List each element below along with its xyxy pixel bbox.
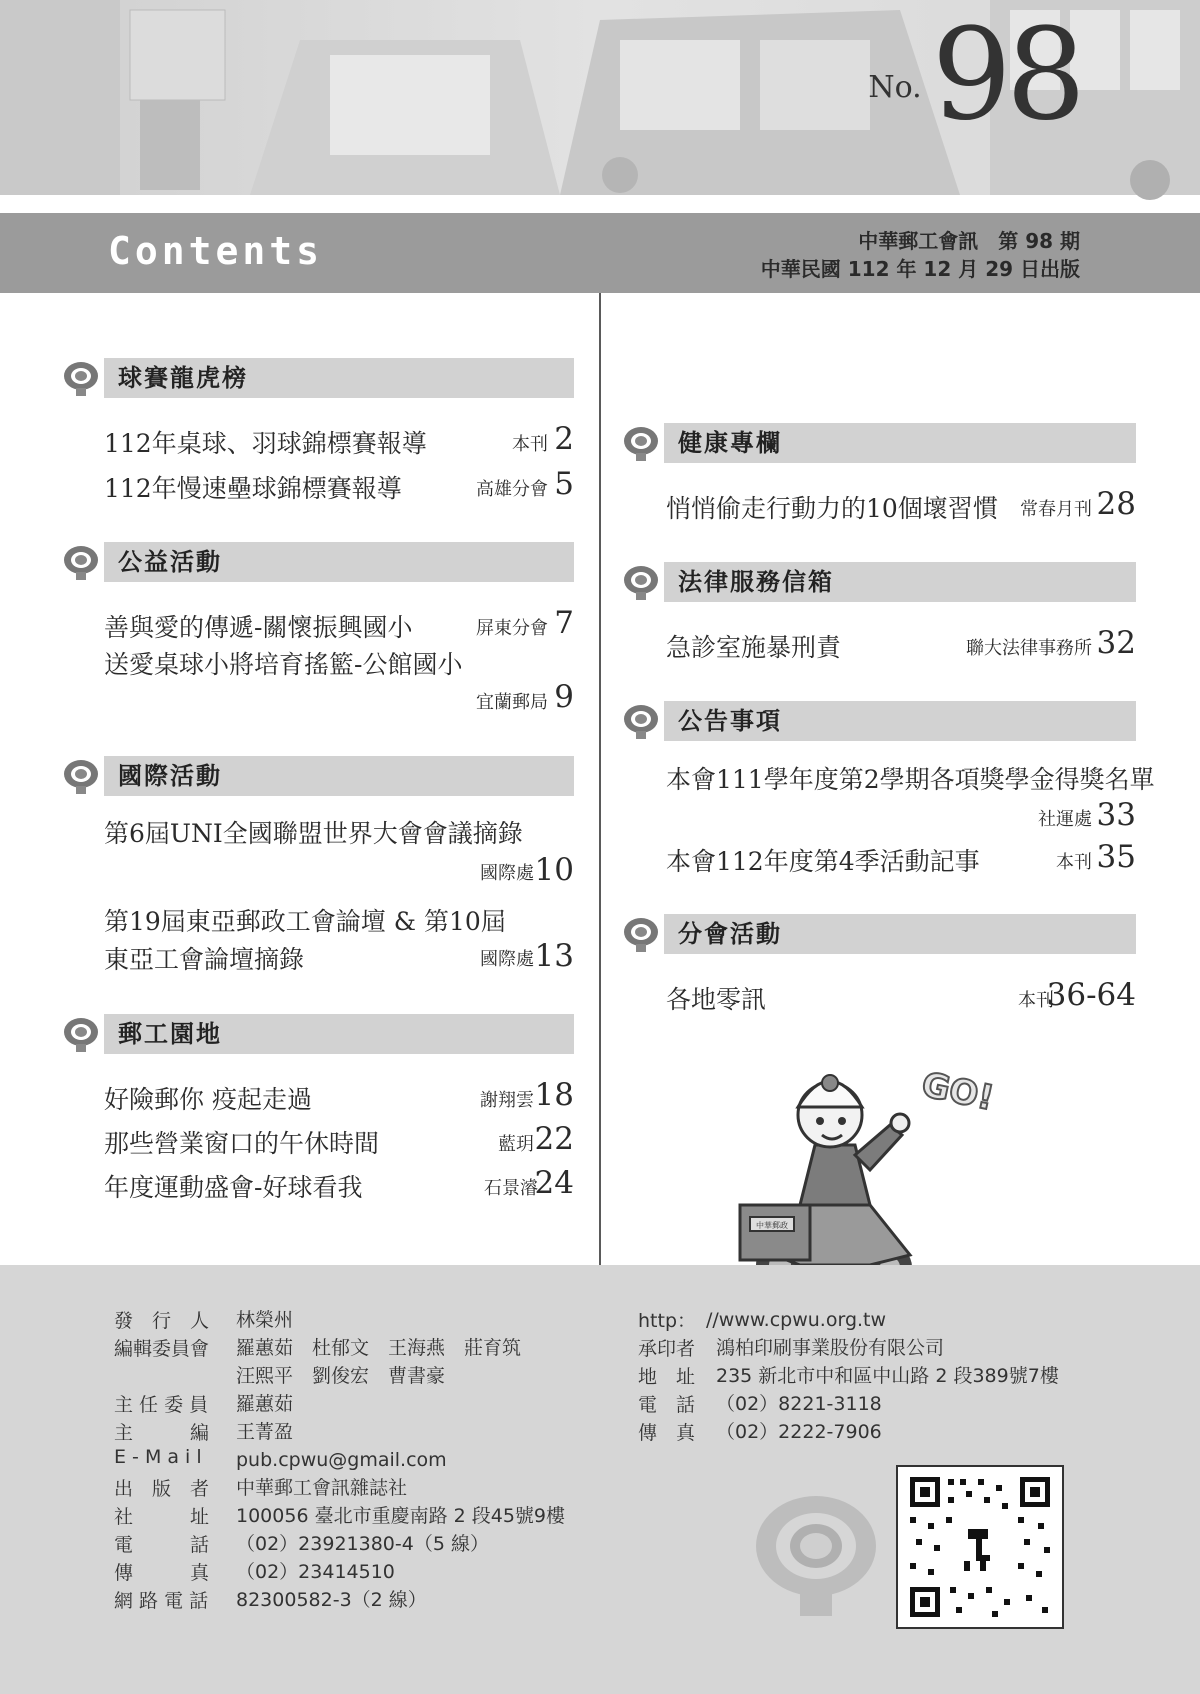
section-title: 公益活動 [118,548,222,576]
masthead-label: 承印者 [638,1338,696,1360]
toc-entry-source: 石景濬 [484,1178,538,1199]
section-header-postal-garden [62,1014,574,1054]
toc-entry-source: 謝翔雲 [480,1090,534,1111]
publication-info [761,227,1080,283]
email-link[interactable]: pub.cpwu@gmail.com [236,1449,447,1471]
toc-entry-title[interactable]: 各地零訊 [666,985,767,1014]
post-union-logo-icon [622,915,660,953]
masthead-value: 100056 臺北市重慶南路 2 段45號9樓 [236,1505,566,1527]
toc-entry-page[interactable]: 22 [534,1121,574,1157]
masthead-label: 發 行 人 [114,1310,210,1332]
post-union-logo-icon [622,563,660,601]
section-header-charity [62,542,574,582]
toc-entry-source: 聯大法律事務所 [966,638,1092,659]
issue-number [868,1,1080,148]
masthead-value: （02）2222-7906 [716,1421,882,1443]
toc-entry-source: 本刊 [1018,990,1054,1011]
toc-entry-title[interactable]: 那些營業窗口的午休時間 [104,1129,380,1158]
header-photo-band [0,0,1200,195]
toc-entry-source: 屏東分會 [476,618,548,639]
section-header-branches [622,914,1136,954]
toc-entry-page[interactable]: 32 [1096,625,1136,661]
contents-title: Contents [108,229,324,273]
section-header-legal [622,562,1136,602]
qr-code-graphic [898,1467,1062,1627]
toc-entry-title-continued[interactable]: 東亞工會論壇摘錄 [104,945,305,974]
masthead-value: 羅蕙茹 杜郁文 王海燕 莊育筑 [236,1337,522,1359]
toc-entry-title[interactable]: 第19屆東亞郵政工會論壇 & 第10屆 [104,907,506,936]
post-union-logo-icon [62,1015,100,1053]
section-title: 郵工園地 [118,1020,222,1048]
section-title: 法律服務信箱 [678,568,834,596]
masthead-value: （02）8221-3118 [716,1393,882,1415]
toc-entry-source: 社運處 [1038,809,1092,830]
contents-bar [0,213,1200,293]
toc-entry-title[interactable]: 送愛桌球小將培育搖籃-公館國小 [104,650,463,679]
toc-entry-title[interactable]: 本會112年度第4季活動記事 [666,847,980,876]
toc-entry-source: 藍玥 [498,1134,534,1155]
toc-entry-page[interactable]: 10 [534,852,574,888]
publication-issue: 中華郵工會訊 第 98 期 [858,229,1080,253]
section-title: 球賽龍虎榜 [118,364,248,392]
toc-entry-title[interactable]: 年度運動盛會-好球看我 [104,1173,363,1202]
issue-number-label: No. [868,70,922,105]
toc-entry-source: 宜蘭郵局 [476,692,548,713]
masthead-value: 林榮州 [236,1309,294,1331]
masthead-value: 235 新北市中和區中山路 2 段389號7樓 [716,1365,1059,1387]
section-title: 分會活動 [678,920,782,948]
toc-entry-page[interactable]: 33 [1096,797,1136,833]
toc-entry-title[interactable]: 善與愛的傳遞-關懷振興國小 [104,613,413,642]
post-union-logo-icon [62,543,100,581]
toc-entry-page[interactable]: 7 [554,605,574,641]
masthead-label: 出 版 者 [114,1478,210,1500]
masthead-label: 編輯委員會 [114,1338,210,1360]
toc-entry-page[interactable]: 36-64 [1046,977,1136,1013]
website-link[interactable]: //www.cpwu.org.tw [706,1309,887,1331]
masthead-label: 傳 真 [638,1422,696,1444]
toc-entry-page[interactable]: 35 [1096,839,1136,875]
section-header-international [62,756,574,796]
masthead-label: http： [638,1310,697,1332]
masthead-value: （02）23921380-4（5 線） [236,1533,489,1555]
toc-entry-source: 高雄分會 [476,479,548,500]
section-header-announcements [622,701,1136,741]
toc-entry-title[interactable]: 112年桌球、羽球錦標賽報導 [104,429,427,458]
toc-entry-title[interactable]: 第6屆UNI全國聯盟世界大會會議摘錄 [104,819,523,848]
section-header-ball-games [62,358,574,398]
scooter-badge-text: 中華郵政 [756,1221,788,1230]
toc-entry-title[interactable]: 112年慢速壘球錦標賽報導 [104,474,402,503]
toc-entry-page[interactable]: 24 [534,1165,574,1201]
toc-entry-page[interactable]: 13 [534,938,574,974]
toc-entry-page[interactable]: 5 [554,466,574,502]
toc-entry-source: 國際處 [480,949,534,970]
go-text: GO! [918,1064,998,1119]
masthead-value: 汪熙平 劉俊宏 曹書豪 [236,1365,446,1387]
masthead-label: 電 話 [114,1534,210,1556]
masthead-value: 王菁盈 [236,1421,294,1443]
toc-entry-page[interactable]: 18 [534,1077,574,1113]
masthead-label: 地 址 [638,1366,696,1388]
masthead-label: 主 任 委 員 [114,1394,209,1416]
toc-entry-title[interactable]: 好險郵你 疫起走過 [104,1085,312,1114]
toc-entry-page[interactable]: 28 [1096,486,1136,522]
toc-entry-page[interactable]: 9 [554,679,574,715]
post-union-logo-icon [752,1490,880,1620]
masthead-label: 傳 真 [114,1562,210,1584]
masthead-value: （02）23414510 [236,1561,395,1583]
toc-entry-title[interactable]: 本會111學年度第2學期各項獎學金得獎名單 [666,765,1155,794]
masthead-value: 鴻柏印刷事業股份有限公司 [716,1337,945,1359]
column-divider [599,293,601,1265]
masthead-label: 主 編 [114,1422,210,1444]
toc-entry-page[interactable]: 2 [554,421,574,457]
masthead-label: 電 話 [638,1394,696,1416]
section-title: 公告事項 [678,707,782,735]
toc-entry-title[interactable]: 悄悄偷走行動力的10個壞習慣 [666,494,998,523]
masthead-value: 82300582-3（2 線） [236,1589,427,1611]
toc-entry-source: 常春月刊 [1020,499,1092,520]
masthead-label: 社 址 [114,1506,210,1528]
post-union-logo-icon [62,757,100,795]
masthead-value: 羅蕙茹 [236,1393,294,1415]
masthead-label: E - M a i l [114,1446,202,1468]
masthead-label: 網 路 電 話 [114,1590,209,1612]
section-title: 國際活動 [118,762,222,790]
toc-entry-title[interactable]: 急診室施暴刑責 [666,633,842,662]
masthead-value: 中華郵工會訊雜誌社 [236,1477,408,1499]
post-union-logo-icon [622,702,660,740]
toc-entry-source: 國際處 [480,863,534,884]
toc-entry-source: 本刊 [1056,852,1092,873]
qr-code-icon[interactable] [896,1465,1064,1629]
post-union-logo-icon [62,359,100,397]
toc-entry-source: 本刊 [512,434,548,455]
publication-date: 中華民國 112 年 12 月 29 日出版 [760,257,1080,281]
section-header-health [622,423,1136,463]
post-union-logo-icon [622,424,660,462]
issue-number-value: 98 [931,1,1080,148]
section-title: 健康專欄 [678,429,782,457]
